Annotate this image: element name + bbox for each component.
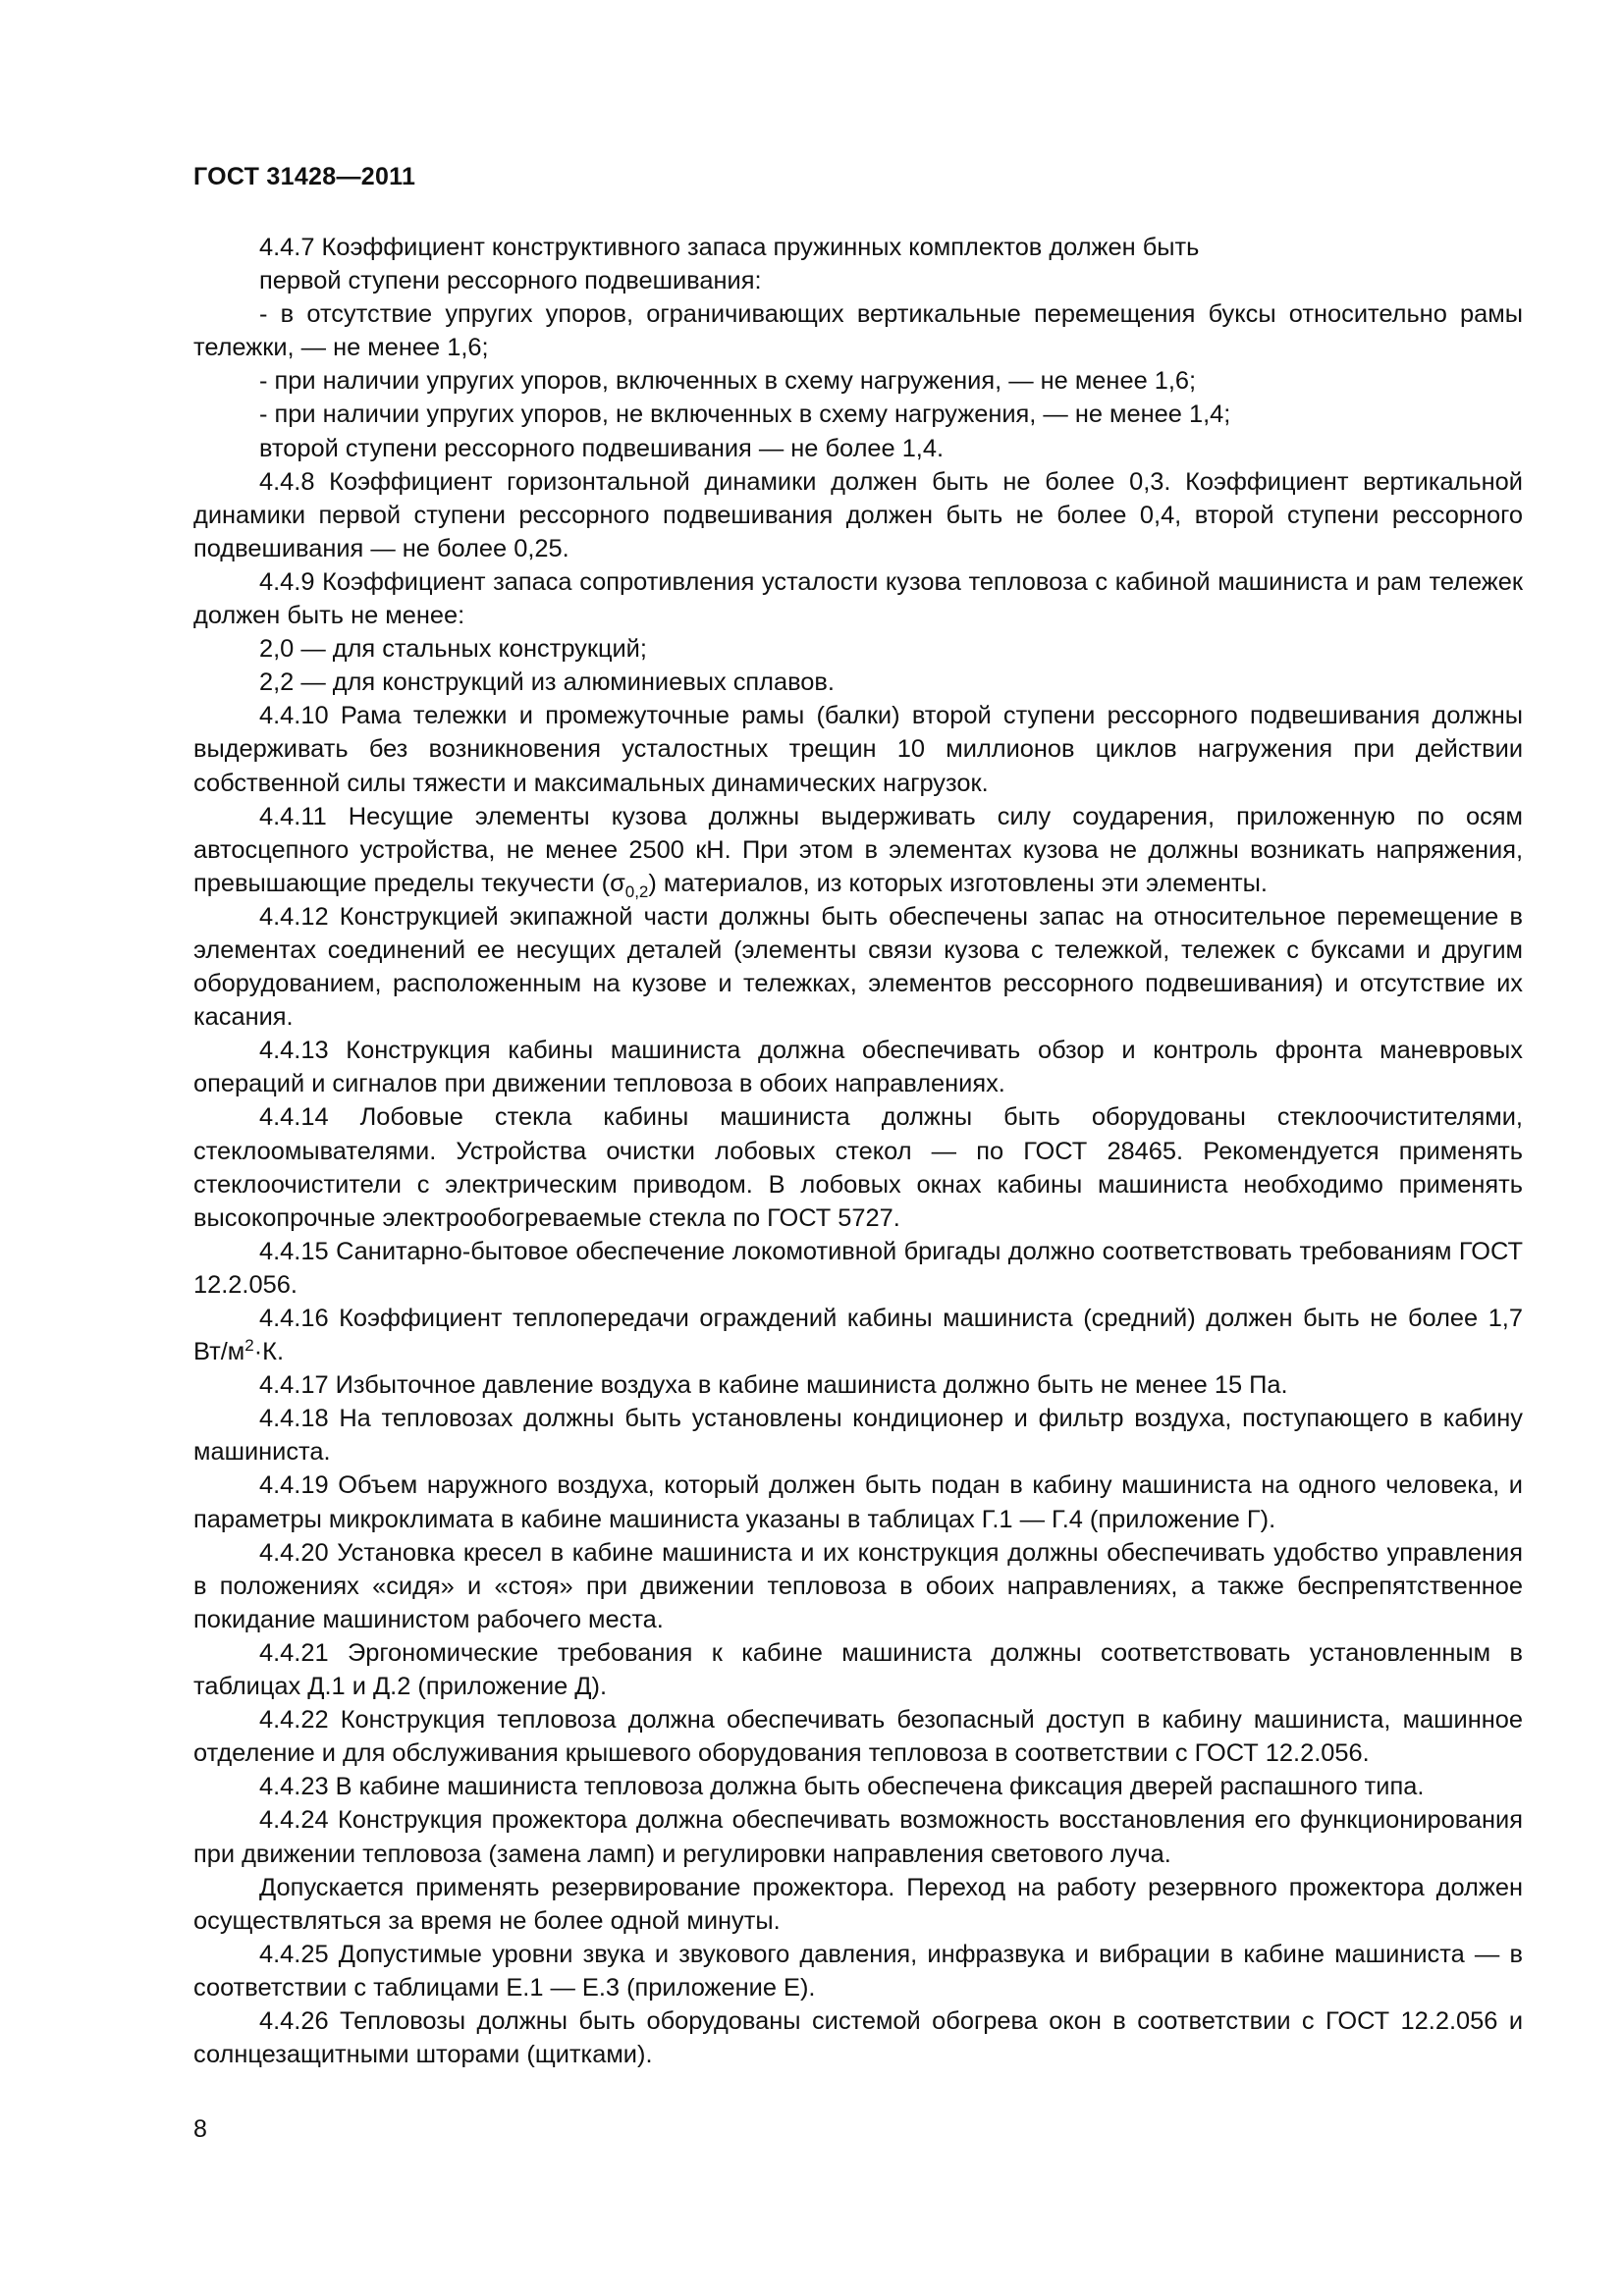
- paragraph: - при наличии упругих упоров, включенных в схему нагружения, — не менее 1,6;: [259, 367, 1197, 396]
- paragraph: 4.4.14 Лобовые стекла кабины машиниста должны быть оборудованы стеклоочистителями, стеклоомывателями. Устройства очистки лобовых стекол — по ГОСТ 28465. Рекомендуется применять стеклоочистители с электрическим приводом. В лобовых окнах кабины машиниста необходимо применять высокопрочные электрообогреваемые стекла по ГОСТ 5727.: [193, 1103, 1523, 1232]
- paragraph: 4.4.13 Конструкция кабины машиниста должна обеспечивать обзор и контроль фронта маневровых операций и сигналов при движении тепловоза в обоих направлениях.: [193, 1037, 1523, 1098]
- paragraph-text: ·К.: [253, 1338, 285, 1366]
- paragraph: 4.4.9 Коэффициент запаса сопротивления усталости кузова тепловоза с кабиной машиниста и рам тележек должен быть не менее:: [193, 567, 1523, 630]
- paragraph: - в отсутствие упругих упоров, ограничивающих вертикальные перемещения буксы относительно рамы тележки, — не менее 1,6;: [193, 300, 1523, 362]
- paragraph: 4.4.24 Конструкция прожектора должна обеспечивать возможность восстановления его функционирования при движении тепловоза (замена ламп) и регулировки направления светового луча.: [193, 1806, 1523, 1868]
- paragraph-text: 4.4.16 Коэффициент теплопередачи ограждений кабины машиниста (средний) должен быть не более 1,7 Вт/м: [193, 1305, 1523, 1366]
- paragraph: 4.4.22 Конструкция тепловоза должна обеспечивать безопасный доступ в кабину машиниста, машинное отделение и для обслуживания крышевого оборудования тепловоза в соответствии с ГОСТ 12.2.056.: [193, 1706, 1523, 1768]
- paragraph: 4.4.21 Эргономические требования к кабине машиниста должны соответствовать установленным в таблицах Д.1 и Д.2 (приложение Д).: [193, 1638, 1523, 1701]
- paragraph: 4.4.20 Установка кресел в кабине машиниста и их конструкция должны обеспечивать удобство управления в положениях «сидя» и «стоя» при движении тепловоза в обоих направлениях, а также беспрепятственное покидание машинистом рабочего места.: [193, 1538, 1523, 1633]
- paragraph: Допускается применять резервирование прожектора. Переход на работу резервного прожектора должен осуществляться за время не более одной минуты.: [193, 1873, 1523, 1935]
- paragraph-4-4-11: [193, 800, 1523, 900]
- paragraph: 4.4.18 На тепловозах должны быть установлены кондиционер и фильтр воздуха, поступающего в кабину машиниста.: [193, 1405, 1523, 1467]
- superscript: 2: [244, 1336, 254, 1356]
- paragraph: 4.4.23 В кабине машиниста тепловоза должна быть обеспечена фиксация дверей распашного типа.: [259, 1773, 1425, 1801]
- subscript: 0,2: [624, 881, 649, 901]
- paragraph: - при наличии упругих упоров, не включенных в схему нагружения, — не менее 1,4;: [259, 400, 1231, 429]
- document-body: [193, 231, 1523, 2071]
- paragraph: 2,0 — для стальных конструкций;: [259, 635, 647, 664]
- paragraph: 4.4.10 Рама тележки и промежуточные рамы (балки) второй ступени рессорного подвешивания должны выдерживать без возникновения усталостных трещин 10 миллионов циклов нагружения при действии собственной силы тяжести и максимальных динамических нагрузок.: [193, 702, 1523, 797]
- paragraph-text: 4.4.11 Несущие элементы кузова должны выдерживать силу соударения, приложенную по осям автосцепного устройства, не менее 2500 кН. При этом в элементах кузова не должны возникать напряжения, превышающие пределы текучести (σ: [193, 802, 1523, 897]
- paragraph: второй ступени рессорного подвешивания — не более 1,4.: [259, 434, 945, 462]
- paragraph: 4.4.7 Коэффициент конструктивного запаса пружинных комплектов должен быть: [259, 234, 1200, 261]
- paragraph: 4.4.19 Объем наружного воздуха, который должен быть подан в кабину машиниста на одного человека, и параметры микроклимата в кабине машиниста указаны в таблицах Г.1 — Г.4 (приложение Г).: [193, 1471, 1523, 1533]
- paragraph: первой ступени рессорного подвешивания:: [259, 267, 762, 295]
- document-header: ГОСТ 31428—2011: [193, 163, 416, 190]
- paragraph-text: ) материалов, из которых изготовлены эти элементы.: [648, 869, 1268, 897]
- paragraph: 4.4.12 Конструкцией экипажной части должны быть обеспечены запас на относительное перемещение в элементах соединений ее несущих деталей (элементы связи кузова с тележкой, тележек с буксами и другим оборудованием, расположенным на кузове и тележках, элементов рессорного подвешивания) и отсутствие их касания.: [193, 902, 1523, 1032]
- paragraph: 4.4.26 Тепловозы должны быть оборудованы системой обогрева окон в соответствии с ГОСТ 12.2.056 и солнцезащитными шторами (щитками).: [193, 2006, 1523, 2069]
- paragraph: 4.4.15 Санитарно-бытовое обеспечение локомотивной бригады должно соответствовать требованиям ГОСТ 12.2.056.: [193, 1237, 1523, 1299]
- page-number: 8: [193, 2115, 207, 2143]
- paragraph-4-4-16: [193, 1302, 1523, 1368]
- paragraph: 4.4.8 Коэффициент горизонтальной динамики должен быть не более 0,3. Коэффициент вертикальной динамики первой ступени рессорного подвешивания должен быть не более 0,4, второй ступени рессорного подвешивания — не более 0,25.: [193, 467, 1523, 562]
- paragraph: 4.4.17 Избыточное давление воздуха в кабине машиниста должно быть не менее 15 Па.: [259, 1371, 1288, 1400]
- paragraph: 4.4.25 Допустимые уровни звука и звукового давления, инфразвука и вибрации в кабине машиниста — в соответствии с таблицами Е.1 — Е.3 (приложение Е).: [193, 1940, 1523, 2002]
- paragraph: 2,2 — для конструкций из алюминиевых сплавов.: [259, 668, 835, 697]
